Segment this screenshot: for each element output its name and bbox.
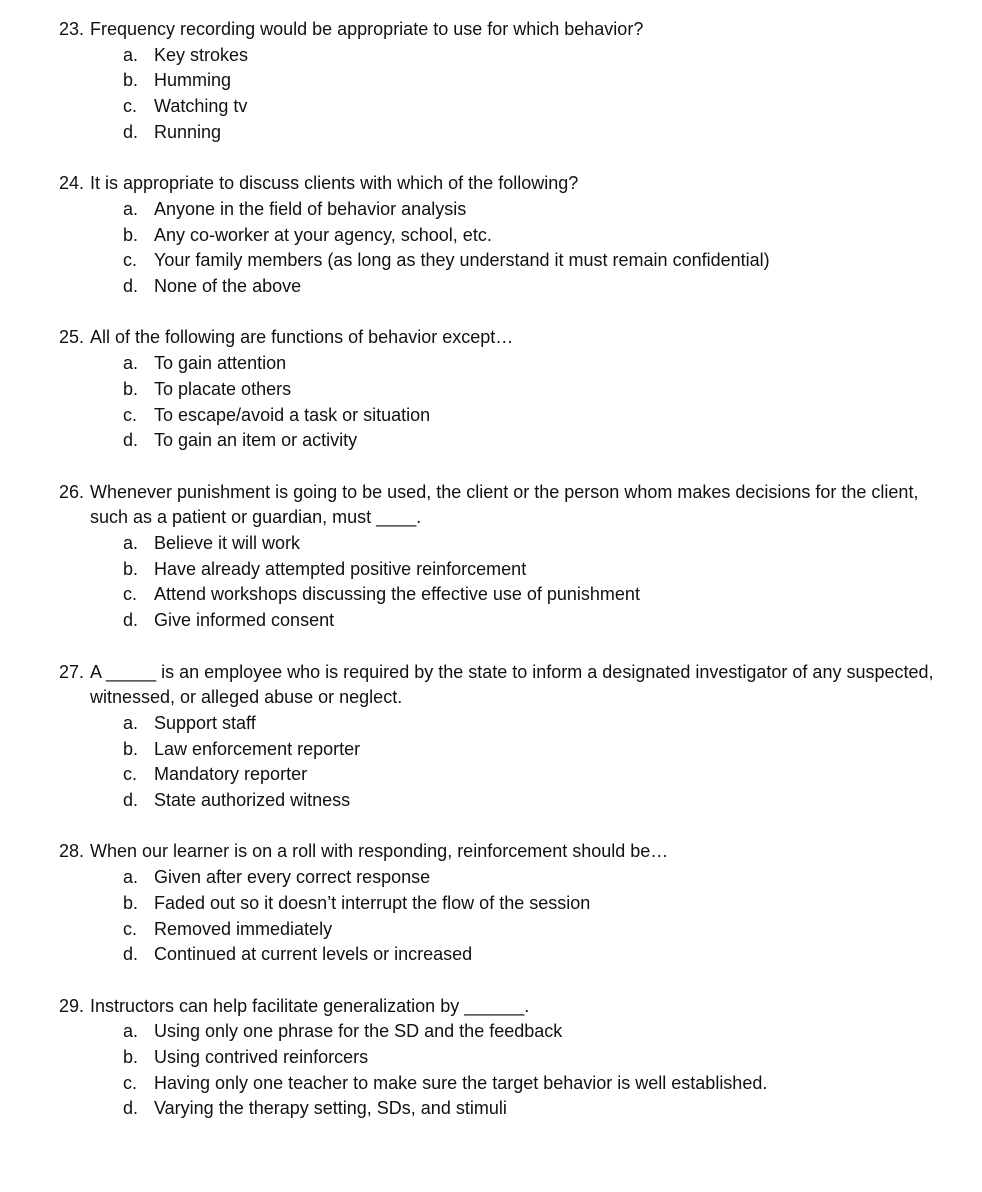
option-letter: a. [123, 533, 139, 554]
option-letter: c. [123, 404, 138, 425]
quiz-document [59, 17, 959, 1148]
option-letter: d. [123, 790, 139, 811]
option-c [123, 94, 959, 120]
option-d [123, 120, 959, 146]
option-text: Any co-worker at your agency, school, etc. [154, 224, 492, 245]
option-d [123, 942, 959, 968]
option-text: None of the above [154, 276, 302, 297]
question-number: 29. [59, 995, 85, 1016]
option-a [123, 197, 959, 223]
answer-options [59, 865, 959, 968]
option-text: Law enforcement reporter [154, 738, 361, 759]
option-a [123, 531, 959, 557]
option-text: Mandatory reporter [154, 764, 308, 785]
option-text: Varying the therapy setting, SDs, and stimuli [154, 1098, 507, 1119]
option-text: Watching tv [154, 96, 248, 117]
option-letter: c. [123, 918, 138, 939]
question-number: 24. [59, 173, 85, 194]
option-letter: c. [123, 1072, 138, 1093]
question-27 [59, 660, 959, 814]
option-a [123, 865, 959, 891]
option-letter: b. [123, 224, 139, 245]
question-number: 26. [59, 481, 85, 502]
option-letter: a. [123, 353, 139, 374]
question-25 [59, 325, 959, 454]
option-c [123, 917, 959, 943]
option-text: Using only one phrase for the SD and the feedback [154, 1021, 563, 1042]
question-29 [59, 994, 959, 1123]
option-text: Running [154, 121, 222, 142]
answer-options [59, 43, 959, 146]
option-text: Anyone in the field of behavior analysis [154, 198, 467, 219]
option-b [123, 557, 959, 583]
option-letter: b. [123, 70, 139, 91]
option-letter: b. [123, 1047, 139, 1068]
question-text: When our learner is on a roll with responding, reinforcement should be… [90, 841, 669, 862]
option-d [123, 274, 959, 300]
option-text: Having only one teacher to make sure the target behavior is well established. [154, 1072, 768, 1093]
question-stem [59, 660, 959, 711]
option-letter: b. [123, 892, 139, 913]
answer-options [59, 197, 959, 300]
question-23 [59, 17, 959, 146]
option-text: To gain an item or activity [154, 430, 358, 451]
option-c [123, 762, 959, 788]
option-letter: b. [123, 378, 139, 399]
option-a [123, 711, 959, 737]
answer-options [59, 1019, 959, 1122]
option-b [123, 68, 959, 94]
question-text: Whenever punishment is going to be used, the client or the person whom makes decisions for the client, such as a patient or guardian, must ____. [90, 481, 919, 528]
option-text: Believe it will work [154, 533, 301, 554]
option-letter: d. [123, 1098, 139, 1119]
option-letter: c. [123, 764, 138, 785]
option-d [123, 428, 959, 454]
option-text: Key strokes [154, 44, 249, 65]
option-b [123, 377, 959, 403]
answer-options [59, 531, 959, 634]
option-text: Give informed consent [154, 610, 335, 631]
option-a [123, 351, 959, 377]
question-stem [59, 839, 959, 865]
question-stem [59, 480, 959, 531]
question-text: All of the following are functions of behavior except… [90, 327, 514, 348]
option-text: Given after every correct response [154, 867, 431, 888]
option-letter: a. [123, 1021, 139, 1042]
question-text: Frequency recording would be appropriate to use for which behavior? [90, 19, 644, 39]
option-letter: d. [123, 430, 139, 451]
question-24 [59, 171, 959, 300]
option-d [123, 1096, 959, 1122]
option-letter: d. [123, 944, 139, 965]
option-d [123, 788, 959, 814]
answer-options [59, 351, 959, 454]
option-c [123, 248, 959, 274]
option-letter: a. [123, 198, 139, 219]
option-letter: b. [123, 558, 139, 579]
option-text: Humming [154, 70, 232, 91]
option-text: Have already attempted positive reinforcement [154, 558, 527, 579]
question-number: 25. [59, 327, 85, 348]
question-28 [59, 839, 959, 968]
option-b [123, 737, 959, 763]
question-number: 28. [59, 841, 85, 862]
option-text: Faded out so it doesn’t interrupt the flow of the session [154, 892, 591, 913]
question-stem [59, 325, 959, 351]
option-text: Removed immediately [154, 918, 333, 939]
option-letter: a. [123, 867, 139, 888]
question-text: It is appropriate to discuss clients with which of the following? [90, 173, 579, 194]
option-text: Support staff [154, 712, 256, 733]
option-letter: a. [123, 44, 139, 65]
option-b [123, 1045, 959, 1071]
question-stem [59, 171, 959, 197]
option-a [123, 1019, 959, 1045]
option-text: Using contrived reinforcers [154, 1047, 369, 1068]
option-letter: a. [123, 712, 139, 733]
question-number: 27. [59, 661, 85, 682]
option-text: To placate others [154, 378, 292, 399]
option-letter: c. [123, 250, 138, 271]
option-letter: c. [123, 96, 138, 117]
option-letter: d. [123, 610, 139, 631]
option-text: Continued at current levels or increased [154, 944, 473, 965]
option-c [123, 403, 959, 429]
option-text: Attend workshops discussing the effective use of punishment [154, 584, 640, 605]
option-text: Your family members (as long as they understand it must remain confidential) [154, 250, 770, 271]
option-b [123, 891, 959, 917]
option-letter: b. [123, 738, 139, 759]
option-letter: d. [123, 121, 139, 142]
option-letter: d. [123, 276, 139, 297]
option-text: To gain attention [154, 353, 287, 374]
option-c [123, 582, 959, 608]
option-letter: c. [123, 584, 138, 605]
option-text: State authorized witness [154, 790, 351, 811]
question-stem [59, 17, 959, 43]
answer-options [59, 711, 959, 814]
option-text: To escape/avoid a task or situation [154, 404, 431, 425]
option-c [123, 1071, 959, 1097]
question-number: 23. [59, 19, 85, 39]
question-text: A _____ is an employee who is required by the state to inform a designated investigator of any suspected, witnessed, or alleged abuse or neglect. [90, 661, 934, 708]
question-26 [59, 480, 959, 634]
option-a [123, 43, 959, 69]
question-text: Instructors can help facilitate generalization by ______. [90, 995, 530, 1016]
option-d [123, 608, 959, 634]
question-stem [59, 994, 959, 1020]
option-b [123, 223, 959, 249]
